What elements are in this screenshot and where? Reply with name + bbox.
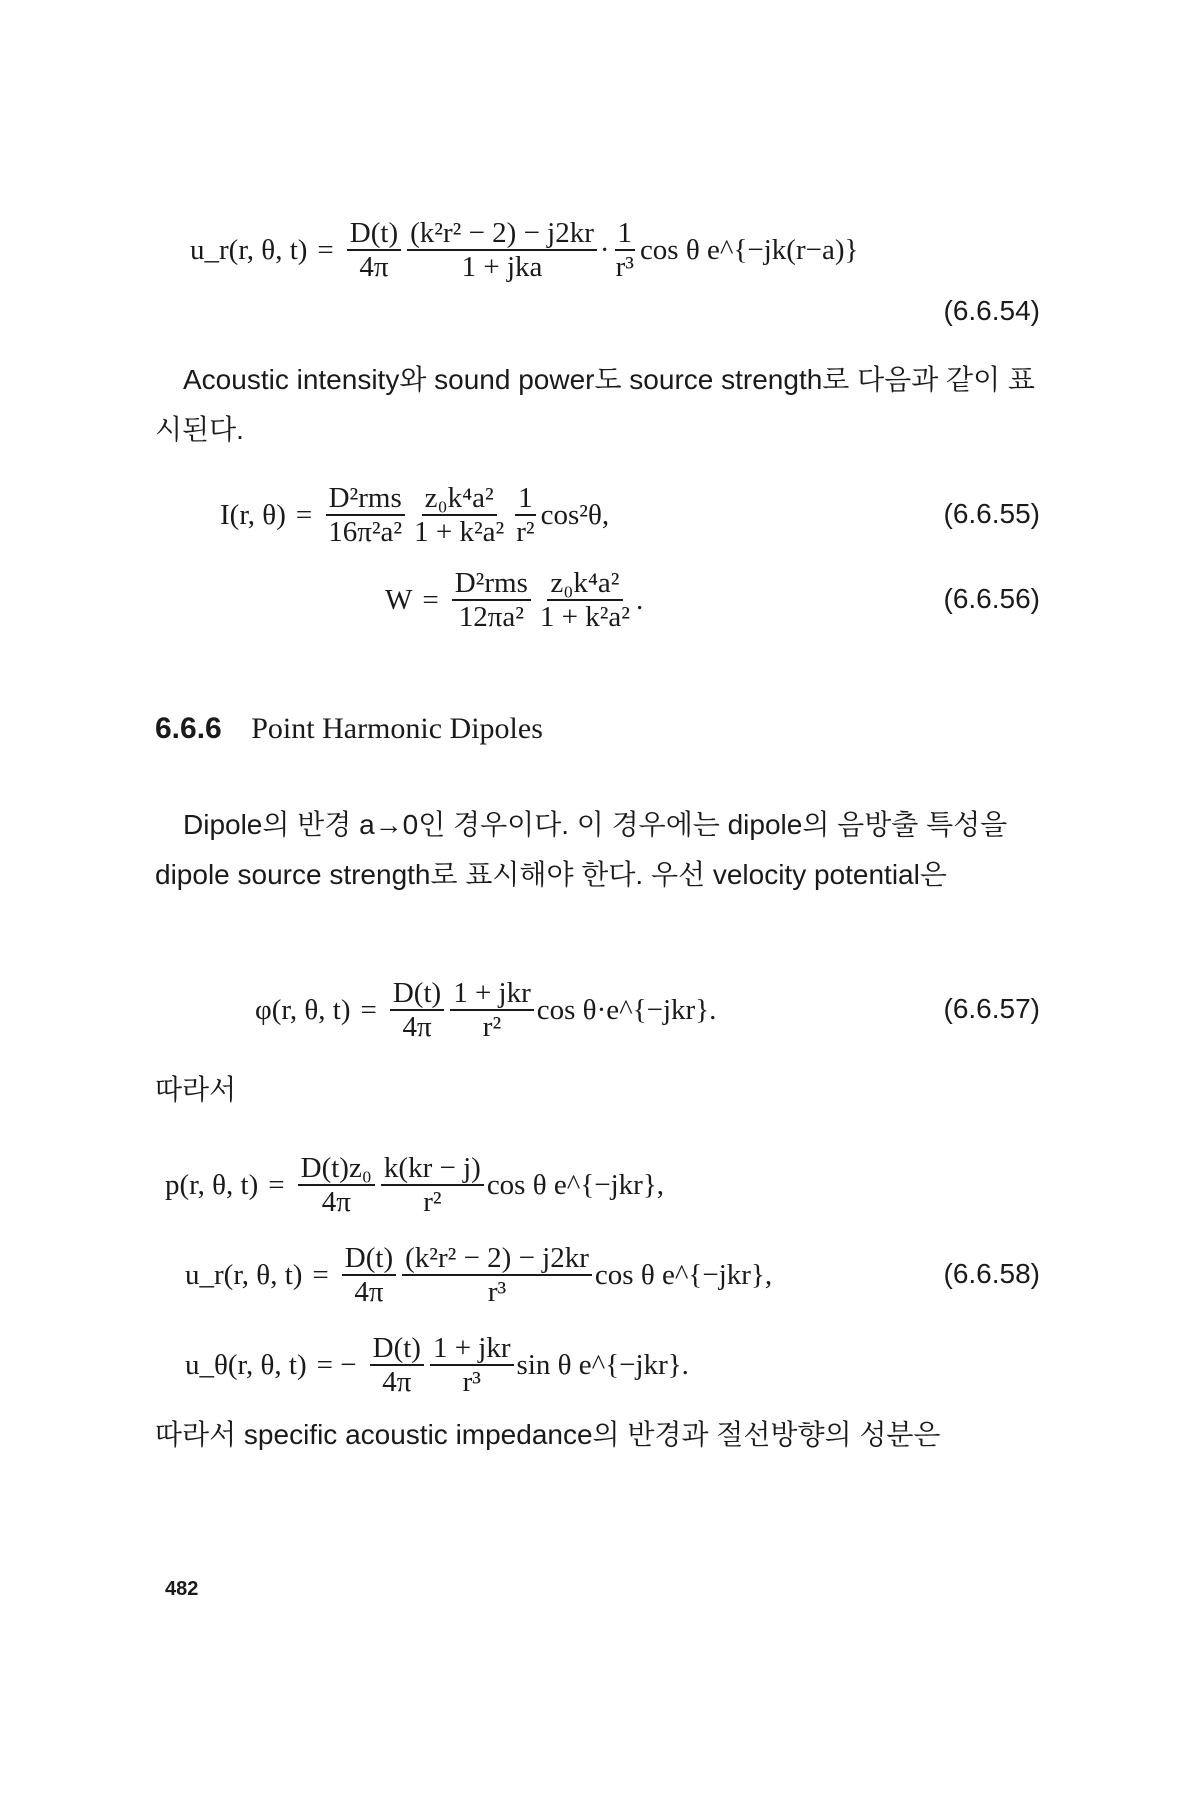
denominator: 1 + k²a² bbox=[539, 601, 630, 633]
section-number: 6.6.6 bbox=[155, 712, 222, 745]
equation-lhs: φ(r, θ, t) bbox=[255, 993, 351, 1026]
numerator: z₀k⁴a² bbox=[422, 483, 497, 516]
equation-tail: cos θ e^{−jk(r−a)} bbox=[639, 233, 859, 266]
denominator: r² bbox=[482, 1011, 502, 1043]
equation-tail: cos²θ, bbox=[540, 498, 610, 531]
numerator: 1 bbox=[615, 218, 636, 251]
equation-6-6-58-radial-velocity bbox=[160, 1230, 1040, 1320]
numerator: D(t) bbox=[342, 1243, 396, 1276]
numerator: z₀k⁴a² bbox=[547, 568, 622, 601]
denominator: r³ bbox=[487, 1276, 507, 1308]
section-title: Point Harmonic Dipoles bbox=[251, 712, 543, 745]
equation-lhs: u_r(r, θ, t) bbox=[185, 1258, 303, 1291]
equation-body: W = $\frac{\text{D²rms}}{\text{12πa²}}$ $\frac{\text{z₀k⁴a²}}{\text{1 + k²a²}}$ . bbox=[385, 566, 644, 633]
fraction bbox=[411, 483, 507, 548]
equation-number: (6.6.57) bbox=[943, 993, 1040, 1024]
equation-lhs: W bbox=[385, 583, 413, 616]
denominator: 1 + jka bbox=[461, 251, 543, 283]
equation-6-6-56 bbox=[160, 555, 1040, 645]
fraction bbox=[613, 218, 637, 283]
paragraph-therefore: 따라서 bbox=[155, 1074, 237, 1105]
equation-body: u_θ(r, θ, t) = − $\frac{D(t)}{4\pi}$ $\frac{\text{1 + jkr}}{\text{r³}}$ sin θ e^{−jkr}. bbox=[185, 1331, 689, 1398]
equation-number: (6.6.58) bbox=[943, 1258, 1040, 1289]
fraction bbox=[381, 1153, 484, 1218]
fraction bbox=[347, 218, 401, 283]
fraction bbox=[452, 568, 531, 633]
denominator: r³ bbox=[615, 251, 634, 283]
denominator: 4π bbox=[402, 1011, 432, 1043]
denominator: r² bbox=[423, 1186, 442, 1218]
fraction bbox=[342, 1243, 396, 1308]
equation-number: (6.6.56) bbox=[943, 583, 1040, 614]
equation-lhs: u_θ(r, θ, t) bbox=[185, 1348, 307, 1381]
numerator: D(t) bbox=[390, 978, 444, 1011]
equation-body: p(r, θ, t) = $\frac{\text{D(t)z₀}}{4\pi}$ $\frac{k(kr - j)}{\text{r²}}$ cos θ e^{−jkr}, bbox=[165, 1151, 664, 1218]
equation-tail: cos θ·e^{−jkr}. bbox=[536, 993, 717, 1026]
equation-6-6-54 bbox=[160, 205, 1040, 295]
denominator: 4π bbox=[382, 1366, 412, 1398]
denominator: 4π bbox=[359, 251, 389, 283]
equation-lhs: p(r, θ, t) bbox=[165, 1168, 259, 1201]
numerator: (k²r² − 2) − j2kr bbox=[402, 1243, 592, 1276]
equation-tail: cos θ e^{−jkr}, bbox=[594, 1258, 773, 1291]
numerator: 1 + jkr bbox=[450, 978, 534, 1011]
numerator: D(t) bbox=[370, 1333, 424, 1366]
numerator: 1 + jkr bbox=[430, 1333, 514, 1366]
fraction bbox=[370, 1333, 424, 1398]
fraction bbox=[298, 1153, 375, 1218]
equation-body: u_r(r, θ, t) = $\frac{D(t)}{4\pi}$ $\frac{\text{(k²r² − 2) − j2kr}}{\text{1 + jka}}$ · $\frac{1}{\text{r³}}$ cos θ e^{−jk(r−a)} bbox=[190, 216, 859, 283]
denominator: 1 + k²a² bbox=[414, 516, 505, 548]
numerator: k(kr − j) bbox=[381, 1153, 484, 1186]
equation-6-6-58-tangential-velocity bbox=[160, 1320, 1040, 1410]
equation-6-6-57 bbox=[160, 965, 1040, 1055]
fraction bbox=[325, 483, 405, 548]
equation-tail: cos θ e^{−jkr}, bbox=[486, 1168, 664, 1201]
numerator: D²rms bbox=[326, 483, 405, 516]
fraction bbox=[430, 1333, 514, 1398]
equation-number: (6.6.54) bbox=[943, 295, 1040, 326]
section-heading bbox=[155, 712, 543, 746]
fraction bbox=[450, 978, 534, 1043]
fraction bbox=[407, 218, 597, 283]
page-number: 482 bbox=[165, 1578, 199, 1600]
denominator: 4π bbox=[321, 1186, 351, 1218]
fraction bbox=[537, 568, 633, 633]
numerator: D²rms bbox=[452, 568, 531, 601]
numerator: 1 bbox=[515, 483, 536, 516]
fraction bbox=[390, 978, 444, 1043]
equation-lhs: u_r(r, θ, t) bbox=[190, 233, 308, 266]
equation-lhs: I(r, θ) bbox=[220, 498, 286, 531]
denominator: r² bbox=[516, 516, 535, 548]
equation-6-6-58-pressure bbox=[160, 1140, 1040, 1230]
equation-tail: sin θ e^{−jkr}. bbox=[516, 1348, 689, 1381]
denominator: r³ bbox=[462, 1366, 481, 1398]
paragraph-impedance-intro: 따라서 specific acoustic impedance의 반경과 절선방향의 성분은 bbox=[155, 1419, 941, 1450]
equation-number: (6.6.55) bbox=[943, 498, 1040, 529]
fraction bbox=[402, 1243, 592, 1308]
numerator: (k²r² − 2) − j2kr bbox=[407, 218, 597, 251]
denominator: 12πa² bbox=[458, 601, 524, 633]
numerator: D(t)z₀ bbox=[298, 1153, 375, 1186]
denominator: 16π²a² bbox=[328, 516, 403, 548]
denominator: 4π bbox=[354, 1276, 384, 1308]
numerator: D(t) bbox=[347, 218, 401, 251]
fraction bbox=[513, 483, 537, 548]
equation-body: I(r, θ) = $\frac{\text{D²rms}}{\text{16π²a²}}$ $\frac{\text{z₀k⁴a²}}{\text{1 + k²a²}}$ $\frac{1}{\text{r²}}$ cos²θ, bbox=[220, 481, 610, 548]
equation-body: u_r(r, θ, t) = $\frac{D(t)}{4\pi}$ $\frac{\text{(k²r² − 2) − j2kr}}{\text{r³}}$ cos θ e^{−jkr}, bbox=[185, 1241, 773, 1308]
equation-body: φ(r, θ, t) = $\frac{D(t)}{4\pi}$ $\frac{\text{1 + jkr}}{\text{r²}}$ cos θ·e^{−jkr}. bbox=[255, 976, 717, 1043]
paragraph-intensity-intro: Acoustic intensity와 sound power도 source strength로 다음과 같이 표시된다. bbox=[155, 364, 1035, 445]
equation-6-6-55 bbox=[160, 470, 1040, 560]
paragraph-dipole-intro: Dipole의 반경 a→0인 경우이다. 이 경우에는 dipole의 음방출 특성을 dipole source strength로 표시해야 한다. 우선 velocity potential은 bbox=[155, 809, 1008, 890]
